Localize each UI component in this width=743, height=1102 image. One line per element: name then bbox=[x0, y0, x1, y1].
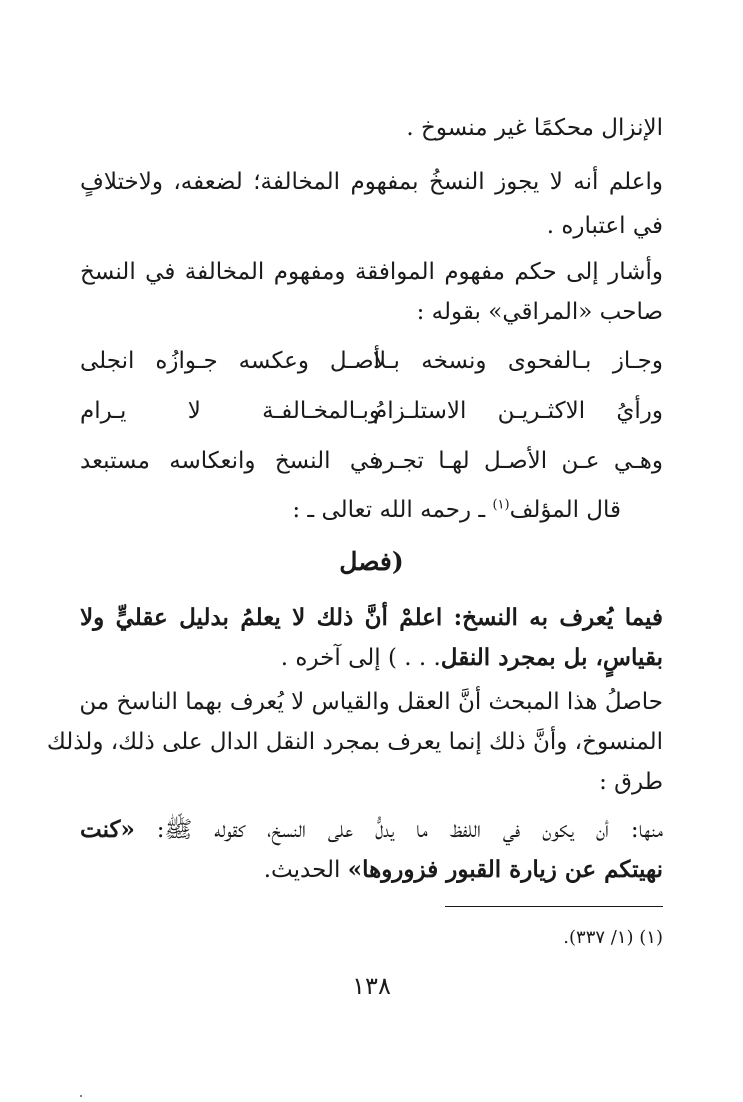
fasl-bold-text: بقياسٍ، بل بمجرد النقل bbox=[440, 644, 663, 671]
footnote-reference: (١) bbox=[492, 497, 510, 513]
footnote: (١) (١/ ٣٣٧). bbox=[563, 927, 663, 948]
verse-row bbox=[80, 388, 663, 434]
paragraph-line: في اعتباره . bbox=[546, 213, 663, 239]
minha-plain-text: الحديث. bbox=[263, 857, 348, 883]
paragraph-line: طرق : bbox=[599, 769, 663, 795]
verse-second-hemistich: في النسخ وانعكاسه مستبعد bbox=[80, 448, 380, 474]
page-number: ١٣٨ bbox=[352, 972, 391, 1000]
paragraph-line bbox=[80, 848, 663, 892]
scan-speck bbox=[80, 1095, 82, 1097]
minha-bold-text: «كنت bbox=[80, 816, 135, 843]
fasl-line bbox=[80, 636, 663, 680]
verse-first-hemistich: ورأيُ الاكثـريـن الاستلـزامُ bbox=[373, 398, 663, 424]
author-line-text: قال المؤلف bbox=[509, 497, 621, 523]
verse-first-hemistich: وهـي عـن الأصـل لهـا تجـرد bbox=[373, 448, 663, 474]
verse-first-hemistich: وجـاز بـالفحوى ونسخه بـلا bbox=[373, 348, 663, 374]
paragraph-line: وأشار إلى حكم مفهوم الموافقة ومفهوم المخالفة في النسخ bbox=[80, 259, 663, 285]
author-line bbox=[80, 488, 621, 532]
minha-bold-text: نهيتكم عن زيارة القبور فزوروها» bbox=[347, 856, 663, 883]
paragraph-line: واعلم أنه لا يجوز النسخُ بمفهوم المخالفة؛ لضعفه، ولاختلافٍ bbox=[80, 169, 663, 195]
paragraph-line: حاصلُ هذا المبحث أنَّ العقل والقياس لا يُعرف بهما الناسخ من bbox=[79, 689, 663, 715]
author-line-text: ـ رحمه الله تعالى ـ : bbox=[292, 497, 493, 523]
paragraph-line: المنسوخ، وأنَّ ذلك إنما يعرف بمجرد النقل الدال على ذلك، ولذلك bbox=[46, 729, 663, 755]
minha-plain-text: منها: أن يكون في اللفظ ما يدلُّ على النسخ، كقوله ﷺ: bbox=[134, 817, 663, 843]
paragraph-line bbox=[80, 808, 663, 852]
verse-second-hemistich: وبـالمخـالفـة لا يـرام bbox=[80, 398, 380, 424]
paragraph-line: الإنزال محكمًا غير منسوخ . bbox=[406, 115, 663, 141]
verse-row bbox=[80, 338, 663, 384]
verse-row bbox=[80, 438, 663, 484]
paragraph-line: صاحب «المراقي» بقوله : bbox=[416, 299, 663, 325]
fasl-plain-text: . . . ) إلى آخره . bbox=[280, 645, 441, 671]
section-heading: (فصل bbox=[339, 547, 404, 576]
footnote-separator bbox=[445, 906, 663, 907]
fasl-line: فيما يُعرف به النسخ: اعلمْ أنَّ ذلك لا يعلمُ بدليل عقليٍّ ولا bbox=[80, 604, 663, 631]
verse-second-hemistich: أصـل وعكسه جـوازُه انجلى bbox=[80, 348, 380, 374]
